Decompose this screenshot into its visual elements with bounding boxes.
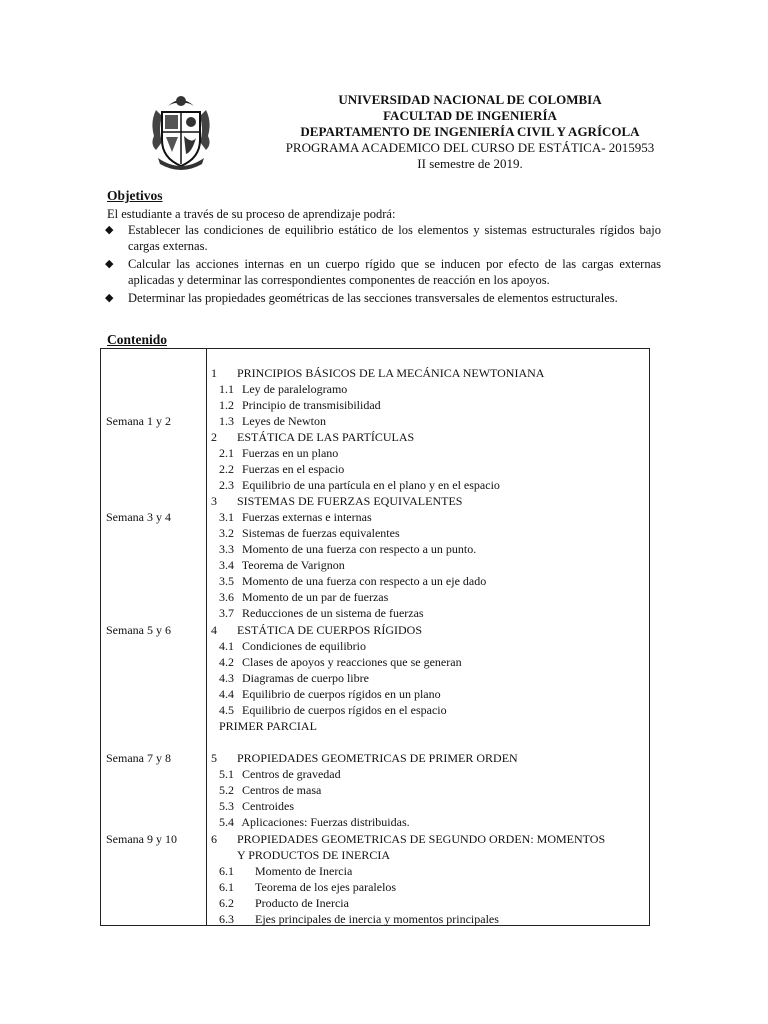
objective-item: ◆ Establecer las condiciones de equilibrio estático de los elementos y sistemas estructurales rígidos bajo cargas externas. xyxy=(105,223,661,253)
week-label: Semana 9 y 10 xyxy=(106,832,177,846)
objectives-intro: El estudiante a través de su proceso de aprendizaje podrá: xyxy=(107,207,396,221)
subtopic: 4.1 Condiciones de equilibrio xyxy=(219,639,366,653)
subtopic: 2.2 Fuerzas en el espacio xyxy=(219,462,345,476)
subtopic: 3.7 Reducciones de un sistema de fuerzas xyxy=(219,606,424,620)
objective-item: ◆ Determinar las propiedades geométricas de las secciones transversales de elementos estructurales. xyxy=(105,291,618,305)
week-label: Semana 7 y 8 xyxy=(106,751,171,765)
subtopic: 4.2 Clases de apoyos y reacciones que se generan xyxy=(219,655,462,669)
topic-heading: 1 PRINCIPIOS BÁSICOS DE LA MECÁNICA NEWTONIANA xyxy=(211,366,545,380)
subtopic: 1.1 Ley de paralelogramo xyxy=(219,382,348,396)
objectives-title: Objetivos xyxy=(107,188,163,203)
topic-heading: 4 ESTÁTICA DE CUERPOS RÍGIDOS xyxy=(211,623,423,637)
topic-heading: 5 PROPIEDADES GEOMETRICAS DE PRIMER ORDEN xyxy=(211,751,518,765)
subtopic: 6.1 Teorema de los ejes paralelos xyxy=(219,880,397,894)
subtopic: 3.4 Teorema de Varignon xyxy=(219,558,345,572)
document-header xyxy=(262,92,678,172)
objectives-list xyxy=(105,222,661,308)
table-divider xyxy=(206,348,207,926)
subtopic: 1.2 Principio de transmisibilidad xyxy=(219,398,381,412)
subtopic: 2.1 Fuerzas en un plano xyxy=(219,446,339,460)
faculty-name: FACULTAD DE INGENIERÍA xyxy=(383,108,557,123)
subtopic: 5.4 Aplicaciones: Fuerzas distribuidas. xyxy=(219,815,410,829)
subtopic: 4.5 Equilibrio de cuerpos rígidos en el espacio xyxy=(219,703,447,717)
subtopic: 4.3 Diagramas de cuerpo libre xyxy=(219,671,369,685)
semester: II semestre de 2019. xyxy=(417,156,523,171)
subtopic: 3.5 Momento de una fuerza con respecto a un eje dado xyxy=(219,574,487,588)
subtopic: 3.6 Momento de un par de fuerzas xyxy=(219,590,389,604)
week-label: Semana 5 y 6 xyxy=(106,623,171,637)
subtopic: 4.4 Equilibrio de cuerpos rígidos en un plano xyxy=(219,687,441,701)
university-crest-logo xyxy=(148,92,214,174)
subtopic: 5.1 Centros de gravedad xyxy=(219,767,341,781)
subtopic: 3.1 Fuerzas externas e internas xyxy=(219,510,372,524)
diamond-bullet-icon: ◆ xyxy=(105,292,114,304)
subtopic: 5.3 Centroides xyxy=(219,799,294,813)
program-title: PROGRAMA ACADEMICO DEL CURSO DE ESTÁTICA- 2015953 xyxy=(285,140,655,155)
subtopic: 6.1 Momento de Inercia xyxy=(219,864,353,878)
university-name: UNIVERSIDAD NACIONAL DE COLOMBIA xyxy=(338,92,602,107)
objective-item: ◆ Calcular las acciones internas en un cuerpo rígido que se inducen por efecto de las cargas externas aplicadas y determinar las correspondientes componentes de reacción en los apoyos. xyxy=(105,257,661,287)
topic-heading-continuation: Y PRODUCTOS DE INERCIA xyxy=(237,848,391,862)
topic-heading: 3 SISTEMAS DE FUERZAS EQUIVALENTES xyxy=(211,494,463,508)
week-label: Semana 3 y 4 xyxy=(106,510,171,524)
subtopic: 2.3 Equilibrio de una partícula en el plano y en el espacio xyxy=(219,478,500,492)
topic-heading: 6 PROPIEDADES GEOMETRICAS DE SEGUNDO ORDEN: MOMENTOS xyxy=(211,832,606,846)
subtopic: 3.3 Momento de una fuerza con respecto a un punto. xyxy=(219,542,477,556)
subtopic: 6.3 Ejes principales de inercia y momentos principales xyxy=(219,912,499,926)
subtopic: 1.3 Leyes de Newton xyxy=(219,414,326,428)
topic-heading: 2 ESTÁTICA DE LAS PARTÍCULAS xyxy=(211,430,415,444)
subtopic: 6.2 Producto de Inercia xyxy=(219,896,349,910)
exam-label: PRIMER PARCIAL xyxy=(219,719,317,733)
diamond-bullet-icon: ◆ xyxy=(105,258,114,270)
subtopic: 3.2 Sistemas de fuerzas equivalentes xyxy=(219,526,400,540)
department-name: DEPARTAMENTO DE INGENIERÍA CIVIL Y AGRÍCOLA xyxy=(300,124,640,139)
week-label: Semana 1 y 2 xyxy=(106,414,171,428)
diamond-bullet-icon: ◆ xyxy=(105,224,114,236)
content-title: Contenido xyxy=(107,332,168,347)
subtopic: 5.2 Centros de masa xyxy=(219,783,322,797)
